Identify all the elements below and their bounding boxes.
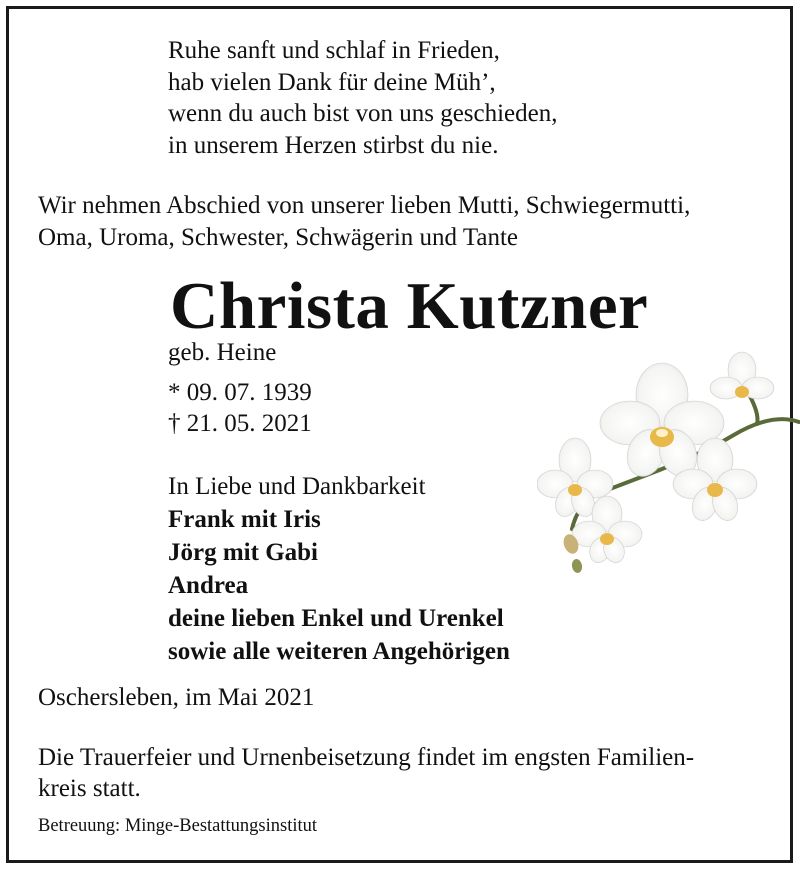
mourner-name: Andrea	[168, 572, 249, 599]
mourners-list	[168, 503, 510, 668]
undertaker-credit: Betreuung: Minge-Bestattungsinstitut	[38, 816, 318, 836]
life-dates	[168, 377, 312, 439]
mourner-name: Jörg mit Gabi	[168, 539, 318, 566]
birth-name: geb. Heine	[168, 339, 277, 366]
farewell-intro	[38, 190, 690, 253]
service-notice	[38, 742, 694, 804]
orchid-image	[537, 344, 800, 584]
obituary-frame	[6, 6, 793, 863]
service-line: Die Trauerfeier und Urnenbeisetzung findet im engsten Familien-	[38, 744, 695, 771]
poem-line: in unserem Herzen stirbst du nie.	[168, 131, 499, 159]
orchid-flower	[710, 352, 774, 399]
intro-line: Oma, Uroma, Schwester, Schwägerin und Tante	[38, 223, 518, 251]
mourner-name: deine lieben Enkel und Urenkel	[168, 605, 504, 632]
poem-line: wenn du auch bist von uns geschieden,	[168, 100, 558, 127]
intro-line: Wir nehmen Abschied von unserer lieben Mutti, Schwiegermutti,	[38, 192, 691, 219]
deceased-name: Christa Kutzner	[170, 269, 649, 343]
mourner-name: Frank mit Iris	[168, 506, 321, 533]
poem	[168, 35, 558, 161]
service-line: kreis statt.	[38, 775, 141, 802]
mourners-intro: In Liebe und Dankbarkeit	[168, 473, 426, 500]
place-date: Oschersleben, im Mai 2021	[38, 684, 315, 711]
poem-line: Ruhe sanft und schlaf in Frieden,	[168, 37, 500, 64]
poem-line: hab vielen Dank für deine Müh’,	[168, 68, 496, 96]
death-date: † 21. 05. 2021	[168, 410, 312, 437]
birth-date: * 09. 07. 1939	[168, 379, 312, 406]
mourner-name: sowie alle weiteren Angehörigen	[168, 638, 510, 665]
